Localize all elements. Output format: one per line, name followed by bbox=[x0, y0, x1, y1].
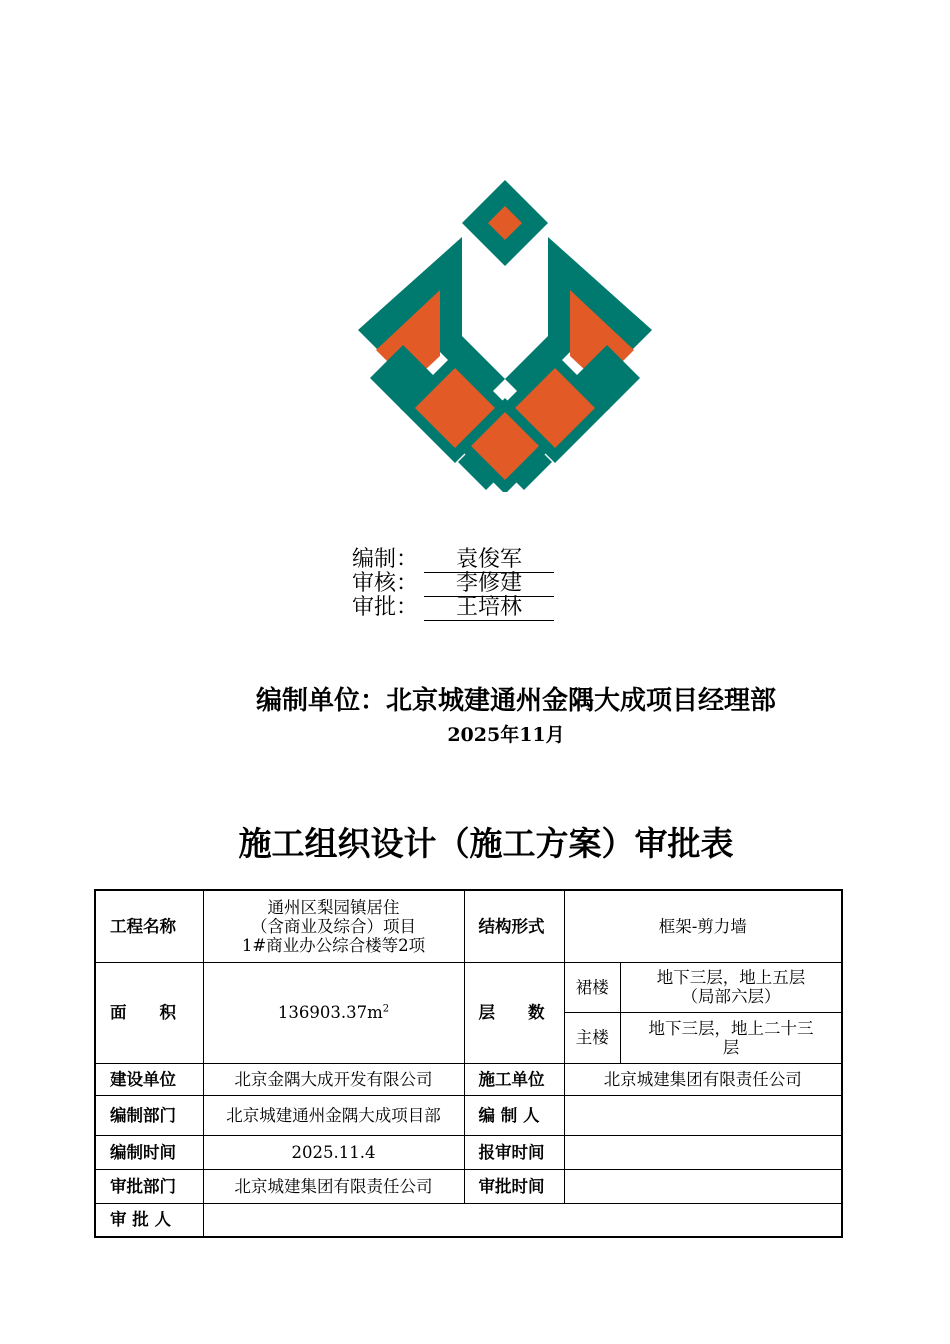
builder-value: 北京金隅大成开发有限公司 bbox=[203, 1063, 464, 1095]
tower-value bbox=[621, 1013, 842, 1063]
signature-compiler bbox=[352, 548, 554, 572]
compiling-organization: 编制单位：北京城建通州金隅大成项目经理部 bbox=[255, 686, 776, 716]
tower-label: 主楼 bbox=[565, 1013, 621, 1063]
author-value[interactable] bbox=[564, 1095, 842, 1135]
signature-reviewer bbox=[352, 572, 554, 596]
area-label: 面 积 bbox=[95, 962, 203, 1063]
floors-label: 层 数 bbox=[464, 962, 564, 1063]
floors-subtable bbox=[565, 963, 842, 1063]
podium-line: 地下三层，地上五层 bbox=[656, 968, 806, 988]
signature-label: 编制： bbox=[352, 547, 419, 572]
project-name-label: 工程名称 bbox=[95, 890, 203, 962]
approve-dept-label: 审批部门 bbox=[95, 1169, 203, 1203]
project-name-line: 通州区梨园镇居住 bbox=[267, 897, 400, 917]
signature-label: 审核： bbox=[352, 571, 419, 596]
dept-value: 北京城建通州金隅大成项目部 bbox=[203, 1095, 464, 1135]
area-number: 136903.37m bbox=[277, 1003, 383, 1022]
table-row bbox=[95, 1203, 842, 1237]
table-row bbox=[95, 890, 842, 962]
signature-name: 王培林 bbox=[424, 596, 554, 621]
approve-time-value[interactable] bbox=[564, 1169, 842, 1203]
approval-table bbox=[94, 889, 843, 1238]
table-row bbox=[95, 1169, 842, 1203]
document-date: 2025年11月 bbox=[447, 724, 565, 746]
signature-label: 审批： bbox=[352, 595, 419, 620]
project-name-value bbox=[203, 890, 464, 962]
area-value bbox=[203, 962, 464, 1063]
tower-line: 层 bbox=[722, 1037, 740, 1057]
tower-line: 地下三层，地上二十三 bbox=[648, 1018, 814, 1038]
approver-value[interactable] bbox=[203, 1203, 842, 1237]
company-logo bbox=[358, 180, 656, 492]
table-row bbox=[95, 1095, 842, 1135]
time-label: 编制时间 bbox=[95, 1135, 203, 1169]
author-label: 编 制 人 bbox=[464, 1095, 564, 1135]
floors-value bbox=[564, 962, 842, 1063]
project-name-line: 1#商业办公综合楼等2项 bbox=[241, 935, 426, 955]
structure-value: 框架-剪力墙 bbox=[564, 890, 842, 962]
dept-label: 编制部门 bbox=[95, 1095, 203, 1135]
structure-label: 结构形式 bbox=[464, 890, 564, 962]
signature-name: 李修建 bbox=[424, 572, 554, 597]
approve-dept-value: 北京城建集团有限责任公司 bbox=[203, 1169, 464, 1203]
table-row bbox=[95, 962, 842, 1063]
approve-time-label: 审批时间 bbox=[464, 1169, 564, 1203]
podium-label: 裙楼 bbox=[565, 963, 621, 1013]
contractor-value: 北京城建集团有限责任公司 bbox=[564, 1063, 842, 1095]
table-row bbox=[565, 1013, 842, 1063]
time-value: 2025.11.4 bbox=[203, 1135, 464, 1169]
podium-line: （局部六层） bbox=[681, 987, 781, 1007]
signature-approver bbox=[352, 596, 554, 620]
submit-time-label: 报审时间 bbox=[464, 1135, 564, 1169]
signature-name: 袁俊军 bbox=[424, 548, 554, 573]
table-row bbox=[95, 1063, 842, 1095]
table-row bbox=[565, 963, 842, 1013]
area-unit-superscript: 2 bbox=[382, 1003, 390, 1015]
form-title: 施工组织设计（施工方案）审批表 bbox=[238, 824, 734, 863]
builder-label: 建设单位 bbox=[95, 1063, 203, 1095]
podium-value bbox=[621, 963, 842, 1013]
project-name-line: （含商业及综合）项目 bbox=[251, 916, 416, 936]
approver-label: 审 批 人 bbox=[95, 1203, 203, 1237]
table-row bbox=[95, 1135, 842, 1169]
contractor-label: 施工单位 bbox=[464, 1063, 564, 1095]
submit-time-value[interactable] bbox=[564, 1135, 842, 1169]
